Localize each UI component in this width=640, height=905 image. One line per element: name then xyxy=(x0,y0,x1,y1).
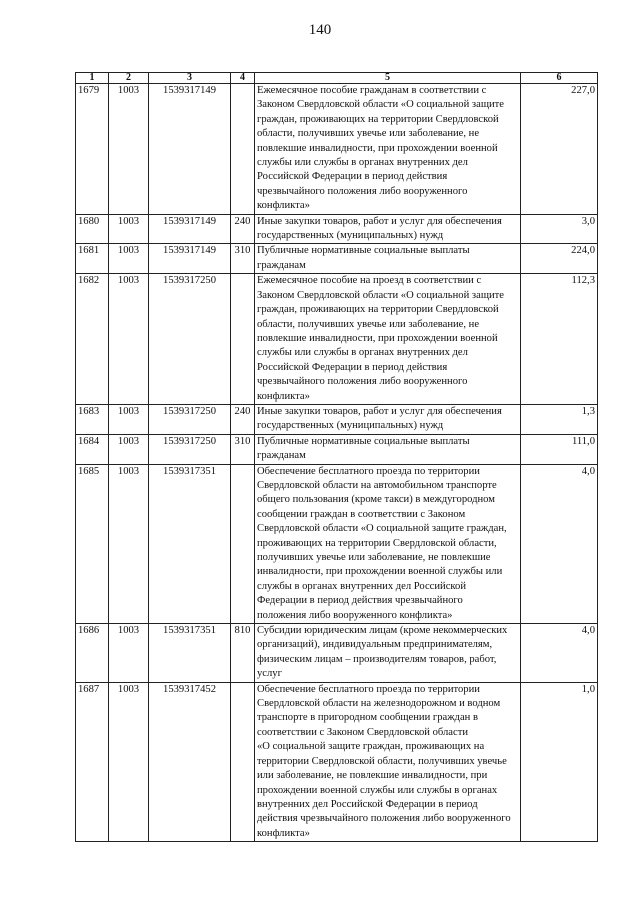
description-line: конфликта» xyxy=(257,827,310,839)
page-number: 140 xyxy=(308,22,332,38)
description-line: службы или службы в органах внутренних дел xyxy=(257,347,468,359)
description-line: Субсидии юридическим лицам (кроме некоммерческих xyxy=(257,625,508,637)
description-line: Законом Свердловской области «О социальной защите xyxy=(257,99,504,111)
row-number-cell: 1684 xyxy=(76,434,109,464)
amount-cell: 224,0 xyxy=(521,244,598,274)
expense-type-cell: 240 xyxy=(231,404,255,434)
description-line: гражданам xyxy=(257,259,306,271)
row-number-cell: 1685 xyxy=(76,464,109,623)
description-cell xyxy=(255,682,521,841)
description-cell xyxy=(255,214,521,244)
description-cell xyxy=(255,84,521,215)
description-line: государственных (муниципальных) нужд xyxy=(257,230,444,242)
amount-cell: 4,0 xyxy=(521,624,598,683)
description-line: или заболевание, не повлекшие инвалидности, при xyxy=(257,770,488,782)
description-line: положения либо вооруженного конфликта» xyxy=(257,609,453,621)
description-cell xyxy=(255,464,521,623)
expense-type-cell: 810 xyxy=(231,624,255,683)
description-cell xyxy=(255,274,521,405)
description-line: Свердловской области на автомобильном транспорте xyxy=(257,479,497,491)
expense-type-cell xyxy=(231,84,255,215)
table-row xyxy=(76,464,598,623)
description-line: физическим лицам – производителям товаров, работ, xyxy=(257,653,497,665)
expense-type-cell xyxy=(231,464,255,623)
target-code-cell: 1539317351 xyxy=(149,624,231,683)
description-line: Федерации в период действия чрезвычайного xyxy=(257,595,463,607)
description-line: Ежемесячное пособие гражданам в соответствии с xyxy=(257,85,487,96)
description-line: граждан, проживающих на территории Свердловской xyxy=(257,304,499,316)
description-line: Обеспечение бесплатного проезда по территории xyxy=(257,683,480,695)
description-line: Российской Федерации в период действия xyxy=(257,171,448,183)
description-line: действия чрезвычайного положения либо вооруженного xyxy=(257,813,511,825)
header-col-3: 3 xyxy=(149,73,231,84)
description-cell xyxy=(255,404,521,434)
expense-type-cell: 310 xyxy=(231,244,255,274)
table-row xyxy=(76,84,598,215)
expense-type-cell xyxy=(231,682,255,841)
description-line: инвалидности, при прохождении военной службы или xyxy=(257,566,503,578)
description-line: транспорте в пригородном сообщении граждан в xyxy=(257,712,478,724)
expense-type-cell xyxy=(231,274,255,405)
description-line: Публичные нормативные социальные выплаты xyxy=(257,435,470,447)
description-line: конфликта» xyxy=(257,390,310,402)
description-cell xyxy=(255,624,521,683)
description-line: службы или службы в органах внутренних дел xyxy=(257,157,468,169)
table-row xyxy=(76,624,598,683)
description-line: Публичные нормативные социальные выплаты xyxy=(257,245,470,257)
amount-cell: 4,0 xyxy=(521,464,598,623)
target-code-cell: 1539317149 xyxy=(149,244,231,274)
expense-type-cell: 240 xyxy=(231,214,255,244)
description-line: повлекшие инвалидности, при прохождении военной xyxy=(257,332,498,344)
description-line: Свердловской области на железнодорожном и водном xyxy=(257,698,501,710)
description-line: государственных (муниципальных) нужд xyxy=(257,420,444,432)
target-code-cell: 1539317250 xyxy=(149,274,231,405)
row-number-cell: 1686 xyxy=(76,624,109,683)
target-code-cell: 1539317250 xyxy=(149,434,231,464)
budget-table xyxy=(75,72,598,842)
description-line: гражданам xyxy=(257,450,306,462)
description-line: области, получивших увечье или заболевание, не xyxy=(257,128,480,140)
description-line: территории Свердловской области, получивших увечье xyxy=(257,755,507,767)
header-col-1: 1 xyxy=(76,73,109,84)
description-cell xyxy=(255,434,521,464)
row-number-cell: 1681 xyxy=(76,244,109,274)
description-line: проживающих на территории Свердловской области, xyxy=(257,537,497,549)
amount-cell: 111,0 xyxy=(521,434,598,464)
header-col-2: 2 xyxy=(109,73,149,84)
description-line: Законом Свердловской области «О социальной защите xyxy=(257,289,504,301)
section-code-cell: 1003 xyxy=(109,464,149,623)
description-line: чрезвычайного положения либо вооруженного xyxy=(257,376,468,388)
row-number-cell: 1679 xyxy=(76,84,109,215)
description-line: чрезвычайного положения либо вооруженного xyxy=(257,185,468,197)
amount-cell: 1,3 xyxy=(521,404,598,434)
description-line: внутренних дел Российской Федерации в период xyxy=(257,798,478,810)
description-line: Свердловской области «О социальной защите граждан, xyxy=(257,523,507,535)
description-line: прохождении военной службы или службы в органах xyxy=(257,784,498,796)
expense-type-cell: 310 xyxy=(231,434,255,464)
header-row xyxy=(76,73,598,84)
row-number-cell: 1680 xyxy=(76,214,109,244)
description-line: конфликта» xyxy=(257,200,310,212)
table-row xyxy=(76,214,598,244)
target-code-cell: 1539317351 xyxy=(149,464,231,623)
target-code-cell: 1539317250 xyxy=(149,404,231,434)
amount-cell: 1,0 xyxy=(521,682,598,841)
section-code-cell: 1003 xyxy=(109,214,149,244)
row-number-cell: 1682 xyxy=(76,274,109,405)
description-line: граждан, проживающих на территории Свердловской xyxy=(257,113,499,125)
row-number-cell: 1687 xyxy=(76,682,109,841)
description-line: Обеспечение бесплатного проезда по территории xyxy=(257,465,480,477)
description-line: соответствии с Законом Свердловской области xyxy=(257,726,469,738)
description-line: Иные закупки товаров, работ и услуг для обеспечения xyxy=(257,215,502,227)
description-line: сообщении граждан в соответствии с Законом xyxy=(257,508,466,520)
description-line: Иные закупки товаров, работ и услуг для обеспечения xyxy=(257,405,502,417)
description-line: области, получивших увечье или заболевание, не xyxy=(257,318,480,330)
section-code-cell: 1003 xyxy=(109,624,149,683)
table-row xyxy=(76,274,598,405)
section-code-cell: 1003 xyxy=(109,84,149,215)
amount-cell: 112,3 xyxy=(521,274,598,405)
section-code-cell: 1003 xyxy=(109,682,149,841)
target-code-cell: 1539317452 xyxy=(149,682,231,841)
table-row xyxy=(76,682,598,841)
description-line: организаций), индивидуальным предпринимателям, xyxy=(257,639,493,651)
description-line: общего пользования (кроме такси) в междугородном xyxy=(257,494,495,506)
row-number-cell: 1683 xyxy=(76,404,109,434)
section-code-cell: 1003 xyxy=(109,404,149,434)
table-row xyxy=(76,434,598,464)
table-row xyxy=(76,404,598,434)
target-code-cell: 1539317149 xyxy=(149,214,231,244)
description-cell xyxy=(255,244,521,274)
target-code-cell: 1539317149 xyxy=(149,84,231,215)
header-col-5: 5 xyxy=(255,73,521,84)
description-line: услуг xyxy=(257,668,282,680)
description-line: Российской Федерации в период действия xyxy=(257,361,448,373)
table-row xyxy=(76,244,598,274)
amount-cell: 227,0 xyxy=(521,84,598,215)
section-code-cell: 1003 xyxy=(109,274,149,405)
header-col-6: 6 xyxy=(521,73,598,84)
description-line: «О социальной защите граждан, проживающих на xyxy=(257,741,485,753)
header-col-4: 4 xyxy=(231,73,255,84)
description-line: Ежемесячное пособие на проезд в соответствии с xyxy=(257,275,482,287)
description-line: получивших увечье или заболевание, не повлекшие xyxy=(257,552,491,563)
section-code-cell: 1003 xyxy=(109,244,149,274)
amount-cell: 3,0 xyxy=(521,214,598,244)
description-line: службы в органах внутренних дел Российской xyxy=(257,580,467,592)
section-code-cell: 1003 xyxy=(109,434,149,464)
description-line: повлекшие инвалидности, при прохождении военной xyxy=(257,142,498,154)
